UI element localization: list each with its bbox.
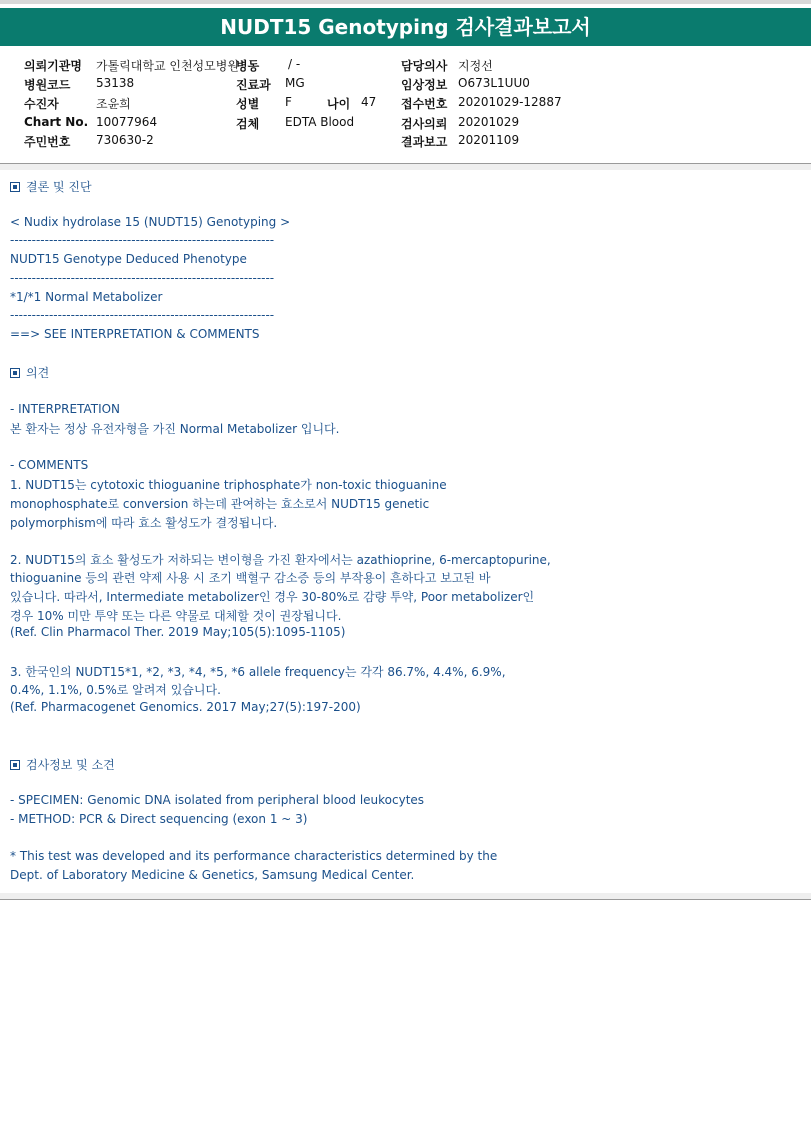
comment-1-line: polymorphism에 따라 효소 활성도가 결정됩니다. bbox=[10, 516, 278, 530]
comment-2-line: 2. NUDT15의 효소 활성도가 저하되는 변이형을 가진 환자에서는 azathioprine, 6-mercaptopurine, bbox=[10, 553, 551, 567]
genotype-table-header: NUDT15 Genotype Deduced Phenotype bbox=[10, 252, 247, 266]
sex-label: 성별 bbox=[236, 97, 260, 111]
ward-label: 병동 bbox=[236, 59, 260, 73]
divider-line: ------------------------------------------------------------- bbox=[10, 271, 275, 285]
hospital-code-value: 53138 bbox=[96, 76, 135, 90]
comment-3-reference: (Ref. Pharmacogenet Genomics. 2017 May;27(5):197-200) bbox=[10, 700, 361, 714]
comment-2-line: thioguanine 등의 관련 약제 사용 시 조기 백혈구 감소증 등의 부작용이 흔하다고 보고된 바 bbox=[10, 571, 491, 585]
comment-3-line: 3. 한국인의 NUDT15*1, *2, *3, *4, *5, *6 allele frequency는 각각 86.7%, 4.4%, 6.9%, bbox=[10, 665, 506, 679]
receipt-label: 접수번호 bbox=[401, 97, 448, 111]
disclaimer-line: * This test was developed and its performance characteristics determined by the bbox=[10, 849, 498, 863]
chart-no-label: Chart No. bbox=[24, 115, 89, 129]
disclaimer-line: Dept. of Laboratory Medicine & Genetics, Samsung Medical Center. bbox=[10, 868, 415, 882]
request-date-value: 20201029 bbox=[458, 115, 520, 129]
genotype-title: < Nudix hydrolase 15 (NUDT15) Genotyping > bbox=[10, 215, 291, 229]
age-label: 나이 bbox=[327, 97, 351, 111]
genotype-result-row: *1/*1 Normal Metabolizer bbox=[10, 290, 163, 304]
test-info-heading bbox=[10, 756, 115, 773]
divider-line: ------------------------------------------------------------- bbox=[10, 233, 275, 247]
patient-value: 조윤희 bbox=[96, 97, 131, 111]
ward-value: / - bbox=[288, 57, 301, 71]
chart-no-value: 10077964 bbox=[96, 115, 158, 129]
specimen-info: - SPECIMEN: Genomic DNA isolated from peripheral blood leukocytes bbox=[10, 793, 425, 807]
section-box-icon bbox=[10, 182, 20, 192]
interpretation-text: 본 환자는 정상 유전자형을 가진 Normal Metabolizer 입니다. bbox=[10, 422, 340, 436]
dept-value: MG bbox=[285, 76, 305, 90]
comment-2-line: 있습니다. 따라서, Intermediate metabolizer인 경우 30-80%로 감량 투약, Poor metabolizer인 bbox=[10, 590, 535, 604]
section-box-icon bbox=[10, 368, 20, 378]
top-border bbox=[0, 0, 811, 4]
resident-no-label: 주민번호 bbox=[24, 135, 71, 149]
clinical-value: O673L1UU0 bbox=[458, 76, 530, 90]
section-box-icon bbox=[10, 760, 20, 770]
comment-1-line: 1. NUDT15는 cytotoxic thioguanine triphosphate가 non-toxic thioguanine bbox=[10, 478, 447, 492]
hospital-code-label: 병원코드 bbox=[24, 78, 71, 92]
doctor-label: 담당의사 bbox=[401, 59, 448, 73]
comment-1-line: monophosphate로 conversion 하는데 관여하는 효소로서 NUDT15 genetic bbox=[10, 497, 430, 511]
see-interpretation: ==> SEE INTERPRETATION & COMMENTS bbox=[10, 327, 260, 341]
receipt-value: 20201029-12887 bbox=[458, 95, 562, 109]
interpretation-heading: - INTERPRETATION bbox=[10, 402, 121, 416]
institution-label: 의뢰기관명 bbox=[24, 59, 82, 73]
opinion-heading-text: 의견 bbox=[26, 366, 50, 380]
conclusion-heading-text: 결론 및 진단 bbox=[26, 180, 92, 194]
opinion-heading bbox=[10, 364, 49, 381]
footer-divider bbox=[0, 899, 811, 900]
comments-heading: - COMMENTS bbox=[10, 458, 89, 472]
report-date-label: 결과보고 bbox=[401, 135, 448, 149]
clinical-label: 임상정보 bbox=[401, 78, 448, 92]
sex-value: F bbox=[285, 95, 292, 109]
resident-no-value: 730630-2 bbox=[96, 133, 154, 147]
specimen-value: EDTA Blood bbox=[285, 115, 355, 129]
doctor-value: 지정선 bbox=[458, 59, 493, 73]
specimen-label: 검체 bbox=[236, 117, 260, 131]
request-date-label: 검사의뢰 bbox=[401, 117, 448, 131]
report-date-value: 20201109 bbox=[458, 133, 520, 147]
report-title: NUDT15 Genotyping 검사결과보고서 bbox=[0, 8, 811, 46]
patient-label: 수진자 bbox=[24, 97, 59, 111]
dept-label: 진료과 bbox=[236, 78, 271, 92]
test-info-heading-text: 검사정보 및 소견 bbox=[26, 758, 115, 772]
comment-2-line: 경우 10% 미만 투약 또는 다른 약물로 대체할 것이 권장됩니다. bbox=[10, 609, 342, 623]
comment-3-line: 0.4%, 1.1%, 0.5%로 알려져 있습니다. bbox=[10, 683, 221, 697]
comment-2-reference: (Ref. Clin Pharmacol Ther. 2019 May;105(5):1095-1105) bbox=[10, 625, 346, 639]
method-info: - METHOD: PCR & Direct sequencing (exon 1 ~ 3) bbox=[10, 812, 308, 826]
conclusion-heading bbox=[10, 178, 92, 195]
age-value: 47 bbox=[361, 95, 377, 109]
header-band bbox=[0, 164, 811, 170]
institution-value: 가톨릭대학교 인천성모병원 bbox=[96, 59, 239, 73]
divider-line: ------------------------------------------------------------- bbox=[10, 308, 275, 322]
